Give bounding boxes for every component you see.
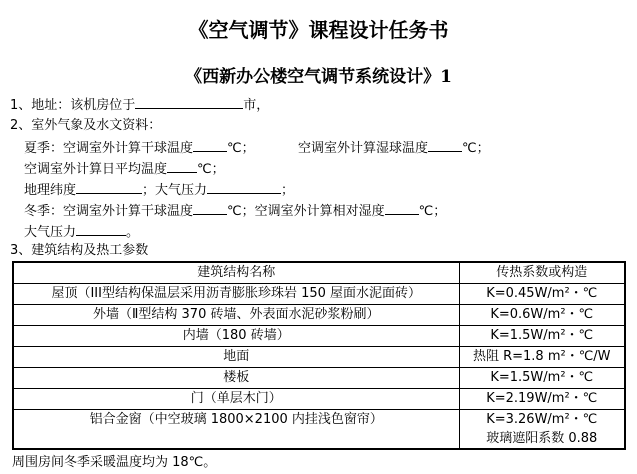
location-line bbox=[10, 94, 269, 116]
summer-dry-blank bbox=[193, 137, 227, 152]
footer-note: 周围房间冬季采暖温度均为 18℃。 bbox=[12, 455, 217, 470]
winter-dry-unit: ℃；空调室外计算相对湿度 bbox=[227, 204, 385, 219]
row-coefficient: K=2.19W/m²・℃ bbox=[459, 389, 625, 410]
row-structure-name: 门（单层木门） bbox=[13, 389, 459, 410]
row-coefficient: K=0.45W/m²・℃ bbox=[459, 284, 625, 305]
row-coefficient: 热阻 R=1.8 m²・℃/W bbox=[459, 347, 625, 368]
summer-wet-label: 空调室外计算湿球温度 bbox=[298, 141, 429, 156]
document-subtitle: 《西新办公楼空气调节系统设计》1 bbox=[185, 67, 452, 87]
row-structure-name: 内墙（180 砖墙） bbox=[13, 326, 459, 347]
latitude-label: 地理纬度 bbox=[24, 183, 77, 198]
document-title: 《空气调节》课程设计任务书 bbox=[188, 18, 449, 42]
winter-rh-unit: ℃； bbox=[418, 204, 447, 219]
winter-pressure-blank bbox=[76, 221, 126, 236]
latitude-line bbox=[24, 179, 294, 201]
row-shading-coefficient: 玻璃遮阳系数 0.88 bbox=[486, 431, 598, 446]
table-row bbox=[13, 389, 625, 410]
row-structure-name: 楼板 bbox=[13, 368, 459, 389]
structure-heading: 3、建筑结构及热工参数 bbox=[10, 243, 149, 258]
column-header-coefficient: 传热系数或构造 bbox=[459, 262, 625, 284]
location-blank bbox=[135, 94, 243, 109]
row-structure-name: 外墙（Ⅱ型结构 370 砖墙、外表面水泥砂浆粉刷） bbox=[13, 305, 459, 326]
summer-wet-blank bbox=[428, 137, 462, 152]
table-row bbox=[13, 410, 625, 450]
table-row bbox=[13, 305, 625, 326]
daily-avg-unit: ℃； bbox=[197, 162, 225, 177]
row-structure-name: 地面 bbox=[13, 347, 459, 368]
summer-wet-line bbox=[298, 137, 490, 159]
winter-pressure-end: 。 bbox=[126, 225, 140, 240]
summer-line bbox=[24, 137, 255, 159]
latitude-blank bbox=[76, 179, 142, 194]
latitude-sep: ；大气压力 bbox=[142, 183, 208, 198]
summer-dry-label: 夏季：空调室外计算干球温度 bbox=[24, 141, 194, 156]
winter-pressure-line bbox=[24, 221, 139, 243]
table-row bbox=[13, 368, 625, 389]
pressure-blank bbox=[207, 179, 281, 194]
summer-dry-unit: ℃； bbox=[227, 141, 255, 156]
row-coefficient: K=1.5W/m²・℃ bbox=[459, 368, 625, 389]
winter-dry-blank bbox=[193, 200, 227, 215]
thermal-parameters-table bbox=[12, 261, 626, 450]
table-header-row bbox=[13, 262, 625, 284]
row-structure-name: 屋顶（III型结构保温层采用沥青膨胀珍珠岩 150 屋面水泥面砖） bbox=[13, 284, 459, 305]
winter-rh-blank bbox=[385, 200, 419, 215]
row-structure-name: 铝合金窗（中空玻璃 1800×2100 内挂浅色窗帘） bbox=[13, 410, 459, 450]
location-suffix: 市， bbox=[243, 98, 270, 113]
row-coefficient: K=0.6W/m²・℃ bbox=[459, 305, 625, 326]
winter-dry-label: 冬季：空调室外计算干球温度 bbox=[24, 204, 194, 219]
climate-heading: 2、室外气象及水文资料： bbox=[10, 118, 162, 133]
pressure-end: ； bbox=[281, 183, 295, 198]
location-label: 1、地址：该机房位于 bbox=[10, 98, 136, 113]
table-row bbox=[13, 326, 625, 347]
row-coefficient: K=1.5W/m²・℃ bbox=[459, 326, 625, 347]
row-coefficient: K=3.26W/m²・℃ bbox=[486, 412, 598, 427]
column-header-structure: 建筑结构名称 bbox=[13, 262, 459, 284]
table-row bbox=[13, 284, 625, 305]
daily-avg-line bbox=[24, 158, 225, 180]
table-row bbox=[13, 347, 625, 368]
daily-avg-label: 空调室外计算日平均温度 bbox=[24, 162, 168, 177]
daily-avg-blank bbox=[167, 158, 197, 173]
winter-pressure-label: 大气压力 bbox=[24, 225, 77, 240]
row-coefficient-stack bbox=[459, 410, 625, 450]
winter-line bbox=[24, 200, 446, 222]
summer-wet-unit: ℃； bbox=[462, 141, 490, 156]
